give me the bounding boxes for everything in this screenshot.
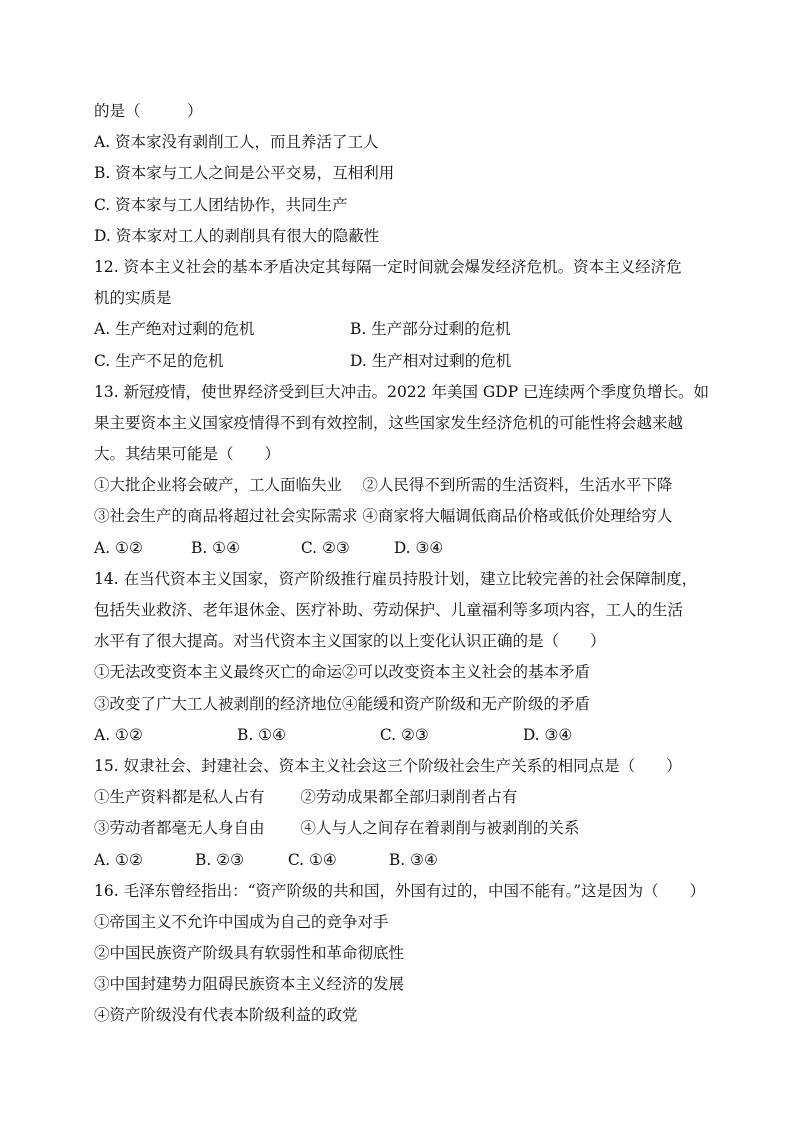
- question-14-option-a: A. ①②: [94, 725, 143, 744]
- question-14-option-c: C. ②③: [379, 725, 429, 744]
- question-12-options-row-1: [94, 314, 710, 345]
- question-15-statements-line-2: ③劳动者都毫无人身自由 ④人与人之间存在着剥削与被剥削的关系: [94, 819, 580, 838]
- question-15-option-a: A. ①②: [94, 850, 143, 869]
- question-13-option-b: B. ①④: [190, 538, 240, 557]
- question-15: [94, 751, 710, 876]
- question-15-option-d: B. ③④: [388, 850, 438, 869]
- question-16-statement-2: ②中国民族资产阶级具有软弱性和革命彻底性: [94, 944, 405, 963]
- question-13-statements-line-1: ①大批企业将会破产，工人面临失业 ②人民得不到所需的生活资料，生活水平下降: [94, 476, 673, 495]
- question-11-option-d: D. 资本家对工人的剥削具有很大的隐蔽性: [94, 226, 380, 245]
- question-14-option-d: D. ③④: [522, 725, 573, 744]
- question-12-option-c: C. 生产不足的危机: [94, 351, 224, 370]
- question-14-stem-line-2: 包括失业救济、老年退休金、医疗补助、劳动保护、儿童福利等多项内容，工人的生活: [94, 601, 684, 619]
- question-15-options: [94, 845, 710, 876]
- question-13: [94, 377, 710, 564]
- question-14: [94, 564, 710, 751]
- question-11-option-b: B. 资本家与工人之间是公平交易，互相利用: [94, 164, 395, 183]
- question-13-option-c: C. ②③: [300, 538, 350, 557]
- question-14-statements-line-1: ①无法改变资本主义最终灭亡的命运②可以改变资本主义社会的基本矛盾: [94, 663, 591, 682]
- question-12-option-b: B. 生产部分过剩的危机: [350, 320, 511, 339]
- question-14-statements-line-2: ③改变了广大工人被剥削的经济地位④能缓和资产阶级和无产阶级的矛盾: [94, 694, 591, 713]
- question-15-option-b: B. ②③: [194, 850, 244, 869]
- question-12-options-row-2: [94, 346, 710, 377]
- question-15-statements-line-1: ①生产资料都是私人占有 ②劳动成果都全部归剥削者占有: [94, 788, 518, 807]
- question-14-stem-line-1: 14. 在当代资本主义国家，资产阶级推行雇员持股计划，建立比较完善的社会保障制度，: [94, 569, 698, 588]
- question-14-stem-line-3: 水平有了很大提高。对当代资本主义国家的以上变化认识正确的是（ ）: [94, 632, 606, 651]
- question-16-statement-3: ③中国封建势力阻碍民族资本主义经济的发展: [94, 975, 405, 994]
- question-14-options: [94, 720, 710, 751]
- question-13-stem-line-2: 果主要资本主义国家疫情得不到有效控制，这些国家发生经济危机的可能性将会越来越: [94, 413, 684, 432]
- question-13-option-a: A. ①②: [94, 538, 143, 557]
- question-13-statements-line-2: ③社会生产的商品将超过社会实际需求 ④商家将大幅调低商品价格或低价处理给穷人: [94, 507, 673, 526]
- question-16-stem-line-1: 16. 毛泽东曾经指出：“资产阶级的共和国，外国有过的，中国不能有。”这是因为（ ）: [94, 881, 706, 900]
- question-16-statement-4: ④资产阶级没有代表本阶级利益的政党: [94, 1006, 358, 1025]
- question-15-stem-line-1: 15. 奴隶社会、封建社会、资本主义社会这三个阶级社会生产关系的相同点是（ ）: [94, 756, 682, 775]
- question-12-option-a: A. 生产绝对过剩的危机: [94, 320, 255, 339]
- question-11-option-c: C. 资本家与工人团结协作，共同生产: [94, 195, 348, 214]
- question-11-stem-continuation: 的是（ ）: [94, 102, 203, 120]
- question-13-stem-line-1: 13. 新冠疫情，使世界经济受到巨大冲击。2022 年美国 GDP 已连续两个季度负增长。如: [94, 382, 710, 401]
- exam-page: [94, 96, 710, 1032]
- question-15-option-c: C. ①④: [287, 850, 337, 869]
- question-13-stem-line-3: 大。其结果可能是（ ）: [94, 445, 281, 464]
- question-11: [94, 96, 710, 252]
- question-12-stem-line-1: 12. 资本主义社会的基本矛盾决定其每隔一定时间就会爆发经济危机。资本主义经济危: [94, 257, 682, 276]
- question-16: [94, 876, 710, 1032]
- question-12: [94, 252, 710, 377]
- question-12-stem-line-2: 机的实质是: [94, 289, 172, 308]
- question-11-option-a: A. 资本家没有剥削工人，而且养活了工人: [94, 133, 379, 152]
- question-13-option-d: D. ③④: [393, 538, 444, 557]
- question-12-option-d: D. 生产相对过剩的危机: [350, 351, 512, 370]
- question-14-option-b: B. ①④: [236, 725, 286, 744]
- question-13-options: [94, 533, 710, 564]
- question-16-statement-1: ①帝国主义不允许中国成为自己的竞争对手: [94, 912, 389, 931]
